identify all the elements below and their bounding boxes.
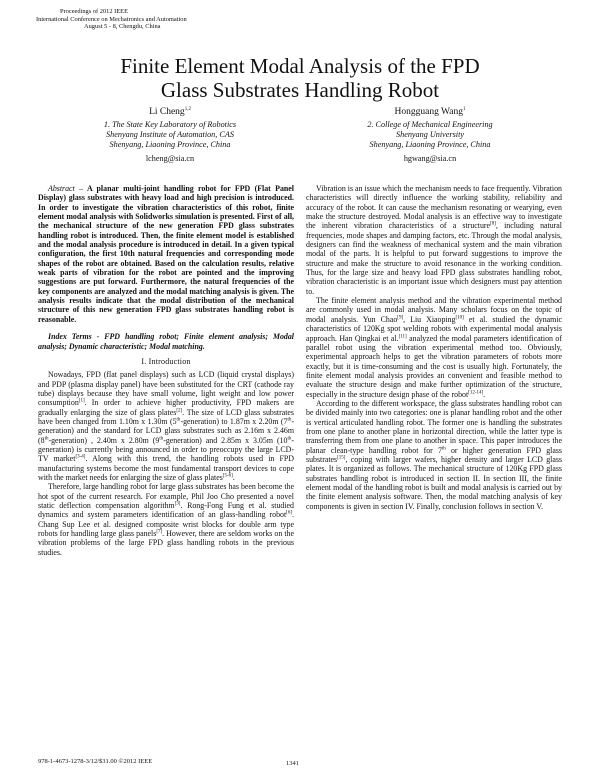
intro-paragraph-2: Therefore, large handling robot for large glass substrates has been become the hot spot of the current research. For example, Phil Joo Cho presented a novel static deflection compensation algorithm[3]. Rong-Fong Fung et al. studied dynamics and system parameters identification of an glass-handling robot[6]. Chang Sup Lee et al. designed composite wrist blocks for double arm type robots for handling large glass panels[7]. However, there are seldom works on the vibration problems of the large FPD glass handling robots in the previous studies.: [38, 482, 295, 557]
proceedings-line: Proceedings of 2012 IEEE: [60, 8, 128, 15]
conference-line: International Conference on Mechatronics and Automation: [36, 15, 187, 23]
affiliation-line: Shenyang Institute of Automation, CAS: [106, 130, 234, 140]
section-heading-introduction: I. Introduction: [141, 356, 191, 366]
abstract: Abstract – A planar multi-joint handling robot for FPD (Flat Panel Display) glass substrates with heavy load and high precision is introduced. In order to investigate the vibration characteristics of this robot, finite element modal analysis with Solidworks simulation is presented. First of all, the mechanical structure of the new generation FPD glass substrates handling robot is introduced. Then, the finite element model is established and the modal analysis procedure is introduced in detail. In a given typical configuration, the first 10th natural frequencies and corresponding mode shapes of the robot are obtained. Based on the calculation results, relative weak parts of vibration for the robot are pointed and the improving suggestions are put forward. Furthermore, the natural frequencies of the key components are analyzed and the modal matching analysis is given. The analysis results indicate that the modal distribution of the mechanical structure of this new generation FPD glass substrates handling robot is reasonable.: [38, 184, 294, 324]
right-column: [306, 184, 562, 511]
date-line: August 5 - 8, Chengdu, China: [84, 23, 161, 31]
paper-title-line-1: Finite Element Modal Analysis of the FPD: [120, 54, 480, 78]
author-block-1: [40, 107, 300, 163]
left-column: [38, 184, 294, 557]
author-block-2: [300, 107, 560, 163]
body-paragraph-2: The finite element analysis method and the vibration experimental method are commonly used in modal analysis. Many scholars focus on the topic of modal analysis. Yun Chao[9], Liu Xiaoping[10] et al. studied the dynamic characteristics of 120Kg spot welding robots with experimental modal analysis approach. Han Qingkai et al.[11] analyzed the modal parameters identification of parallel robot using the vibration experimental method too. Obviously, experimental approach helps to get the vibration parameters of robots more exactly, but it is time-consuming and the cost is usually high. Fortunately, the finite element modal analysis provides an convenient and feasible method to evaluate the structure design and make further optimization of the structure, especially in the structure design phase of the robot[12-14].: [306, 296, 562, 399]
affiliation-line: Shenyang, Liaoning Province, China: [369, 140, 491, 150]
affiliation-line: Shenyang University: [396, 130, 464, 140]
isbn-footer: 978-1-4673-1278-3/12/$31.00 ©2012 IEEE: [38, 758, 153, 765]
page-number: 1341: [286, 760, 299, 767]
author-email: hgwang@sia.cn: [403, 153, 457, 163]
index-terms: Index Terms - FPD handling robot; Finite element analysis; Modal analysis; Dynamic characteristic; Modal matching.: [38, 332, 294, 351]
author-name: Hongguang Wang$^1$: [394, 106, 466, 117]
body-paragraph-3: According to the different workspace, the glass substrates handling robot can be divided mainly into two categories: one is planar handling robot and the other is vertical articulated handling robot. The former one is handling the substrates from one plane to another plane in horizontal direction, while the latter type is transferring them from one plane to another in space. This paper introduces the planar clean-type handling robot for 7th or higher generation FPD glass substrates[15], coping with larger wafers, higher density and larger LCD glass plates. It is organized as follows. The mechanical structure of 120Kg FPD glass substrates handling robot is introduced in section II. In section III, the finite element modal of the handling robot is built and modal analysis is carried out by the finite element analysis software. Then, the modal matching analysis of key components is given in section IV. Finally, conclusion follows in section V.: [306, 398, 562, 511]
paper-title-line-2: Glass Substrates Handling Robot: [160, 78, 440, 102]
author-name: Li Cheng$^{1,2}$: [149, 106, 191, 117]
author-email: lcheng@sia.cn: [145, 153, 195, 163]
affiliation-line: Shenyang, Liaoning Province, China: [109, 140, 231, 150]
affiliation-line: 2. College of Mechanical Engineering: [367, 120, 493, 129]
affiliation-line: 1. The State Key Laboratory of Robotics: [103, 120, 237, 129]
intro-paragraph-1: Nowadays, FPD (flat panel displays) such as LCD (liquid crystal displays) and PDP (plasma display panel) have been substituted for the CRT (cathode ray tube) displays because they have small volume, light weight and low power consumption[1]. In order to achieve higher productivity, FPD makers are gradually enlarging the size of glass plates[2]. The size of LCD glass substrates have been changed from 1.10m x 1.30m (5th-generation) to 1.87m x 2.20m (7th-generation) and the standard for LCD glass substrates such as 2.16m x 2.46m (8th-generation) , 2.40m x 2.80m (9th-generation) and 2.85m x 3.05m (10th-generation) is currently being announced in order to preoccupy the large LCD-TV market[3-4]. Along with this trend, the handling robots used in FPD manufacturing systems become the most fundamental transport devices to cope with the market needs for enlarging the size of glass plates[5-6].: [38, 370, 295, 482]
body-paragraph-1: Vibration is an issue which the mechanism needs to face frequently. Vibration characteristics will directly influence the working stability, reliability and accuracy of the robot. It can cause the mechanism resonating or wearying, even make the structure destroyed. Modal analysis is an effective way to investigate the inherent vibration characteristics of a structure[8], including natural frequencies, mode shapes and damping factors, etc. Through the modal analysis, designers can find the weakness of mechanical system and the main vibration modal of the parts. It is helpful to put forward suggestions to improve the structure and make the structure to avoid resonance in the working condition. Thus, for the large size and heavy load FPD glass substrates handling robot, vibration characteristic is an important issue which designers must pay attention to.: [306, 184, 562, 296]
